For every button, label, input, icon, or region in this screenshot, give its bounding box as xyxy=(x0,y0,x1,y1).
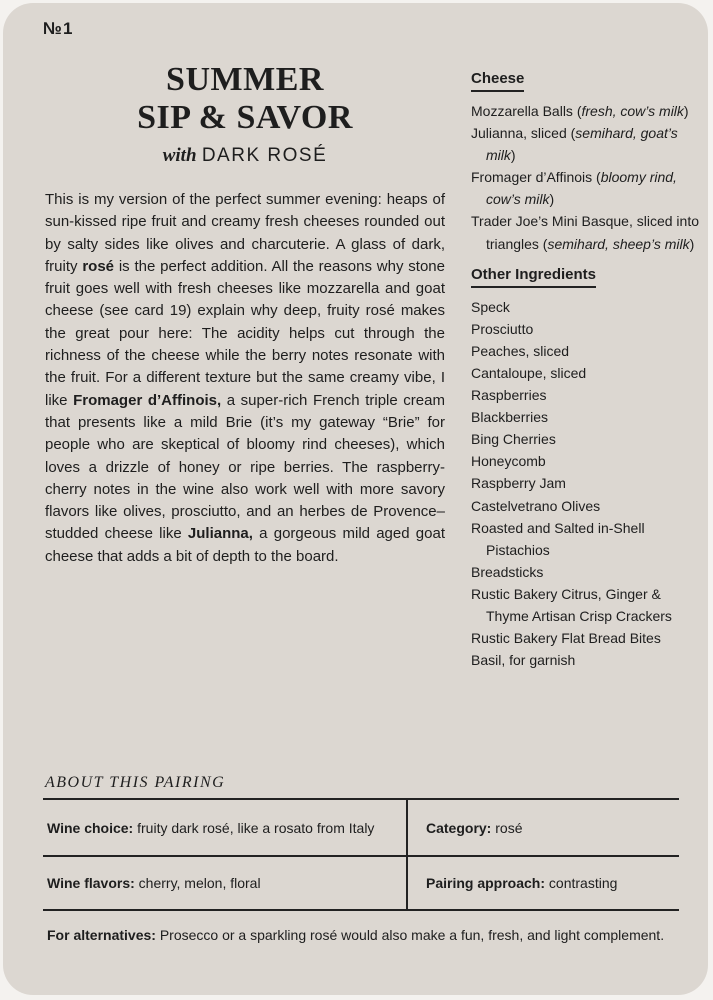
cheese-name: Mozzarella Balls ( xyxy=(471,103,582,119)
title-line-2: SIP & SAVOR xyxy=(137,99,353,136)
subtitle-wine: DARK ROSÉ xyxy=(201,145,328,166)
intro-text-1: This is my version of the perfect summer evening: heaps of sun-kissed ripe fruit and creamy fresh cheeses rounded out by salty sides like olives and charcuterie. A glass of dark, fruity xyxy=(45,191,445,275)
alternatives-note xyxy=(43,911,679,945)
cheese-close: ) xyxy=(510,147,516,164)
list-item: Raspberries xyxy=(471,387,547,404)
table-row xyxy=(43,857,679,911)
list-item: Rustic Bakery Flat Bread Bites xyxy=(471,630,661,647)
cheese-close: ) xyxy=(683,103,689,119)
category-cell xyxy=(408,800,679,855)
subtitle xyxy=(45,145,445,167)
pairing-approach-value: contrasting xyxy=(545,875,618,891)
intro-bold-julianna: Julianna, xyxy=(187,525,253,543)
list-item: Bing Cherries xyxy=(471,431,556,448)
list-item xyxy=(471,100,706,122)
list-item: Honeycomb xyxy=(471,453,546,470)
list-item: Roasted and Salted in-Shell Pistachios xyxy=(471,519,645,558)
cheese-name: Trader Joe’s Mini Basque, sliced into triangles ( xyxy=(471,213,699,252)
category-value: rosé xyxy=(491,819,523,836)
pairing-card xyxy=(3,3,708,995)
cheese-detail: semihard, sheep’s milk xyxy=(547,235,690,252)
ingredients-sidebar xyxy=(471,67,706,671)
list-item: Breadsticks xyxy=(471,563,544,580)
list-item xyxy=(471,166,706,210)
list-item xyxy=(471,122,706,166)
alternatives-label: For alternatives: xyxy=(47,927,156,943)
list-item: Basil, for garnish xyxy=(471,652,576,669)
list-item: Prosciutto xyxy=(471,320,534,337)
title-line-1: SUMMER xyxy=(166,61,324,98)
title-block xyxy=(45,61,445,167)
pairing-approach-cell xyxy=(408,857,679,909)
cheese-detail: semihard, goat’s milk xyxy=(486,125,678,164)
table-row xyxy=(43,800,679,857)
intro-text-2: is the perfect addition. All the reasons why stone fruit goes well with fresh cheeses like mozzarella and goat cheese (see card 19) explain why deep, fruity rosé makes the great pour here: The acidity helps cut through the richness of the cheese while the berry notes resonate with the fruit. For a different texture but the same creamy vibe, I like xyxy=(45,257,445,409)
subtitle-with: with xyxy=(162,145,197,166)
wine-choice-cell xyxy=(43,800,408,855)
card-number: №1 xyxy=(43,19,74,38)
intro-text-3: a super-rich French triple cream that presents like a mild Brie (it’s my gateway “Brie” for people who are skeptical of bloomy rind cheeses), which loves a drizzle of honey or ripe berries. The raspberry-cherry notes in the wine also work well with more savory flavors like olives, prosciutto, and an herbes de Provence–studded cheese like xyxy=(45,391,445,543)
intro-bold-rose: rosé xyxy=(82,257,115,275)
category-label: Category: xyxy=(426,819,492,836)
intro-paragraph xyxy=(45,189,445,568)
list-item: Peaches, sliced xyxy=(471,342,570,359)
intro-text-4: a gorgeous mild aged goat cheese that adds a bit of depth to the board. xyxy=(45,525,446,565)
list-item: Speck xyxy=(471,298,510,315)
intro-bold-affinois: Fromager d’Affinois, xyxy=(73,391,222,409)
cheese-list xyxy=(471,100,706,255)
list-item: Blackberries xyxy=(471,409,549,426)
cheese-name: Fromager d’Affinois ( xyxy=(471,169,601,186)
cheese-heading: Cheese xyxy=(471,69,524,92)
cheese-detail: bloomy rind, cow’s milk xyxy=(486,169,677,208)
wine-choice-value: fruity dark rosé, like a rosato from Italy xyxy=(133,819,375,836)
pairing-approach-label: Pairing approach: xyxy=(426,875,546,891)
cheese-close: ) xyxy=(689,235,695,252)
other-ingredients-heading: Other Ingredients xyxy=(471,265,596,288)
list-item: Rustic Bakery Citrus, Ginger & Thyme Artisan Crisp Crackers xyxy=(471,585,672,624)
wine-flavors-label: Wine flavors: xyxy=(47,875,135,891)
pairing-details-table xyxy=(43,798,679,945)
about-pairing-title: ABOUT THIS PAIRING xyxy=(45,774,226,791)
list-item: Cantaloupe, sliced xyxy=(471,364,587,381)
wine-flavors-value: cherry, melon, floral xyxy=(134,875,261,891)
wine-choice-label: Wine choice: xyxy=(47,819,134,836)
cheese-detail: fresh, cow’s milk xyxy=(581,103,684,119)
list-item: Castelvetrano Olives xyxy=(471,497,601,514)
alternatives-value: Prosecco or a sparkling rosé would also make a fun, fresh, and light complement. xyxy=(155,927,665,943)
other-ingredients-list xyxy=(471,296,706,672)
cheese-name: Julianna, sliced ( xyxy=(471,125,576,142)
cheese-close: ) xyxy=(549,191,555,208)
list-item: Raspberry Jam xyxy=(471,475,566,492)
list-item xyxy=(471,210,706,254)
wine-flavors-cell xyxy=(43,857,408,909)
